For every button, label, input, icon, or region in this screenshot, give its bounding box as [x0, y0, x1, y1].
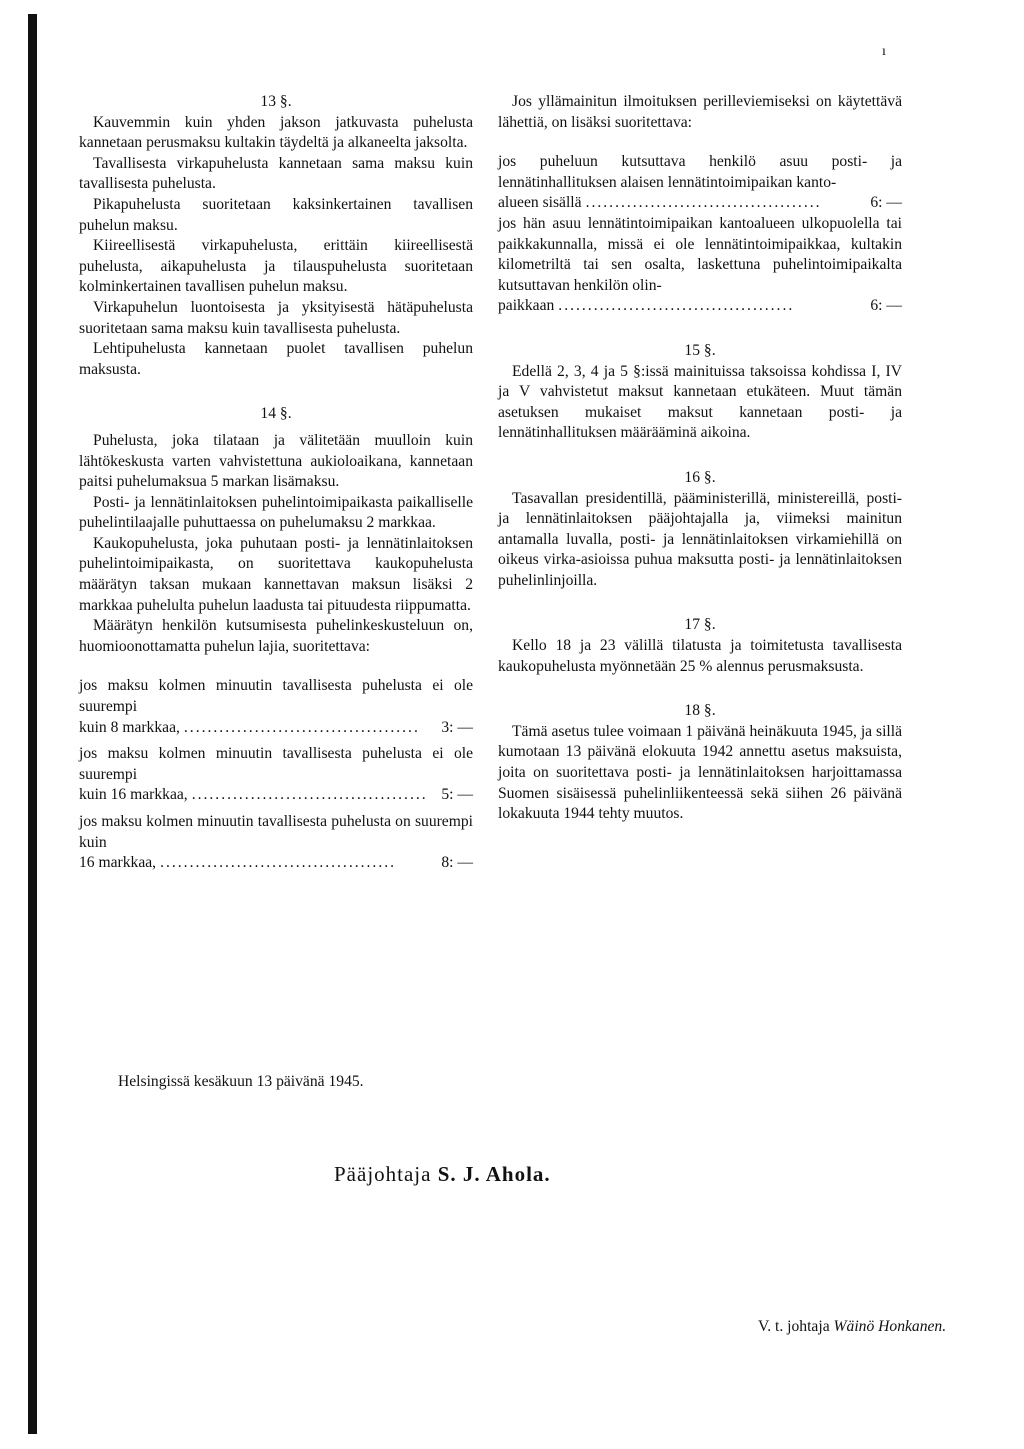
- countersignature-block: [758, 1318, 946, 1336]
- fee-item-text-end: 16 markkaa,: [79, 854, 157, 872]
- section-16-paragraph: Tasavallan presidentillä, pääministerillä, ministereillä, posti- ja lennätinlaitoksen pääjohtajalla ja, viimeksi mainitun antamalla luvalla, posti- ja lennätinlaitoksen virkamiehillä on oikeus virka-asioissa puhua maksutta posti- ja lennätinlaitoksen puhelinlinjoilla.: [498, 489, 902, 589]
- messenger-intro: Jos yllämainitun ilmoituksen perilleviemiseksi on käytettävä lähettiä, on lisäksi suoritettava:: [498, 93, 902, 131]
- signature-block: [334, 1162, 551, 1187]
- section-13-paragraph-6: Lehtipuhelusta kannetaan puolet tavallisen puhelun maksusta.: [79, 340, 473, 378]
- fee-list-item: [79, 812, 473, 874]
- dot-leader: ........................................: [558, 297, 795, 315]
- date-place-line: Helsingissä kesäkuun 13 päivänä 1945.: [118, 1073, 364, 1090]
- section-17-paragraph: Kello 18 ja 23 välillä tilatusta ja toimitetusta tavallisesta kaukopuhelusta myönnetään 25 % alennus perusmaksusta.: [498, 637, 902, 675]
- signature-name: S. J. Ahola.: [437, 1162, 551, 1186]
- dot-leader: ........................................: [183, 718, 420, 736]
- section-14-paragraph-2: Posti- ja lennätinlaitoksen puhelintoimipaikasta paikalliselle puhelintilaajalle puhuttaessa on puhelumaksu 2 markkaa.: [79, 493, 473, 532]
- section-14-heading: 14 §.: [260, 405, 292, 423]
- dot-leader: ........................................: [160, 854, 397, 872]
- scan-edge-bar: [28, 14, 37, 1434]
- section-13-heading: 13 §.: [260, 93, 292, 110]
- left-column: [79, 92, 473, 874]
- section-13-paragraph-4: Kiireellisestä virkapuhelusta, erittäin kiireellisestä puhelusta, aikapuhelusta ja tilauspuhelusta suoritetaan kolminkertainen tavallisen puhelun maksu.: [79, 237, 473, 296]
- signature-title: Pääjohtaja: [334, 1162, 432, 1186]
- dot-leader: ........................................: [191, 786, 428, 804]
- section-18-paragraph: Tämä asetus tulee voimaan 1 päivänä heinäkuuta 1945, ja sillä kumotaan 13 päivänä elokuuta 1942 annettu asetus maksuista, joita on suoritettava posti- ja lennätinlaitoksen harjoittamassa Suomen sisäisessä puhelinliikenteessä sekä siihen 26 päivänä lokakuuta 1944 tehty muutos.: [498, 722, 902, 823]
- section-15-heading: 15 §.: [684, 341, 716, 359]
- fee-item-value: 8: —: [441, 854, 473, 872]
- corner-mark: ı: [882, 44, 886, 59]
- fee-list-item: [498, 152, 902, 214]
- fee-item-text-end: paikkaan: [498, 297, 555, 315]
- fee-list-item: [79, 744, 473, 806]
- section-15-paragraph: Edellä 2, 3, 4 ja 5 §:issä mainituissa taksoissa kohdissa I, IV ja V vahvistetut maksut kannetaan etukäteen. Muut tämän asetuksen mukaiset maksut kannetaan posti- ja lennätinhallituksen määrääminä aikoina.: [498, 362, 902, 442]
- section-18-heading: 18 §.: [684, 702, 716, 720]
- section-13-paragraph-1: Kauvemmin kuin yhden jakson jatkuvasta puhelusta kannetaan perusmaksu kultakin täydeltä ja alkaneelta jaksolta.: [79, 113, 473, 152]
- fee-item-text: jos maksu kolmen minuutin tavallisesta puhelusta ei ole suurempi: [79, 677, 473, 716]
- countersignature-name: Wäinö Honkanen.: [833, 1318, 947, 1335]
- countersignature-title: V. t. johtaja: [758, 1318, 830, 1335]
- section-13-paragraph-2: Tavallisesta virkapuhelusta kannetaan sama maksu kuin tavallisesta puhelusta.: [79, 154, 473, 193]
- section-14-paragraph-3: Kaukopuhelusta, joka puhutaan posti- ja lennätinlaitoksen puhelintoimipaikasta, on suoritettava kaukopuhelusta määrätyn taksan mukaan kannettavan maksun lisäksi 2 markkaa puhelulta puhelun laadusta tai pituudesta riippumatta.: [79, 534, 473, 614]
- fee-item-text-end: alueen sisällä: [498, 194, 582, 212]
- fee-item-text: jos maksu kolmen minuutin tavallisesta puhelusta on suurempi kuin: [79, 813, 473, 851]
- right-column: [498, 92, 902, 825]
- section-16-heading: 16 §.: [684, 468, 716, 486]
- dot-leader: ........................................: [585, 194, 822, 212]
- fee-item-value: 6: —: [870, 194, 902, 212]
- fee-item-value: 3: —: [441, 718, 473, 736]
- fee-item-value: 5: —: [441, 786, 473, 804]
- fee-list-item: [498, 214, 902, 317]
- fee-item-text: jos maksu kolmen minuutin tavallisesta puhelusta ei ole suurempi: [79, 745, 473, 783]
- section-17-heading: 17 §.: [684, 616, 716, 634]
- fee-item-text-end: kuin 16 markkaa,: [79, 786, 188, 804]
- section-14-paragraph-1: Puhelusta, joka tilataan ja välitetään muulloin kuin lähtökeskusta varten vahvistettuna aukioloaikana, kannetaan paitsi puhelumaksua 5 markan lisämaksu.: [79, 431, 473, 491]
- fee-list-item: [79, 676, 473, 738]
- section-14-paragraph-4: Määrätyn henkilön kutsumisesta puhelinkeskusteluun on, huomioonottamatta puhelun lajia, suoritettava:: [79, 617, 473, 655]
- fee-item-text: jos hän asuu lennätintoimipaikan kantoalueen ulkopuolella tai paikkakunnalla, missä ei ole lennätintoimipaikkaa, kultakin kilometriltä tai sen osalta, laskettuna puhelintoimipaikalta kutsuttavan henkilön olin-: [498, 214, 902, 294]
- section-13-paragraph-5: Virkapuhelun luontoisesta ja yksityisestä hätäpuhelusta suoritetaan sama maksu kuin tavallisesta puhelusta.: [79, 298, 473, 337]
- fee-item-text-end: kuin 8 markkaa,: [79, 718, 180, 736]
- fee-item-value: 6: —: [870, 297, 902, 315]
- fee-item-text: jos puheluun kutsuttava henkilö asuu posti- ja lennätinhallituksen alaisen lennätintoimipaikan kanto-: [498, 153, 902, 191]
- section-13-paragraph-3: Pikapuhelusta suoritetaan kaksinkertainen tavallisen puhelun maksu.: [79, 195, 473, 234]
